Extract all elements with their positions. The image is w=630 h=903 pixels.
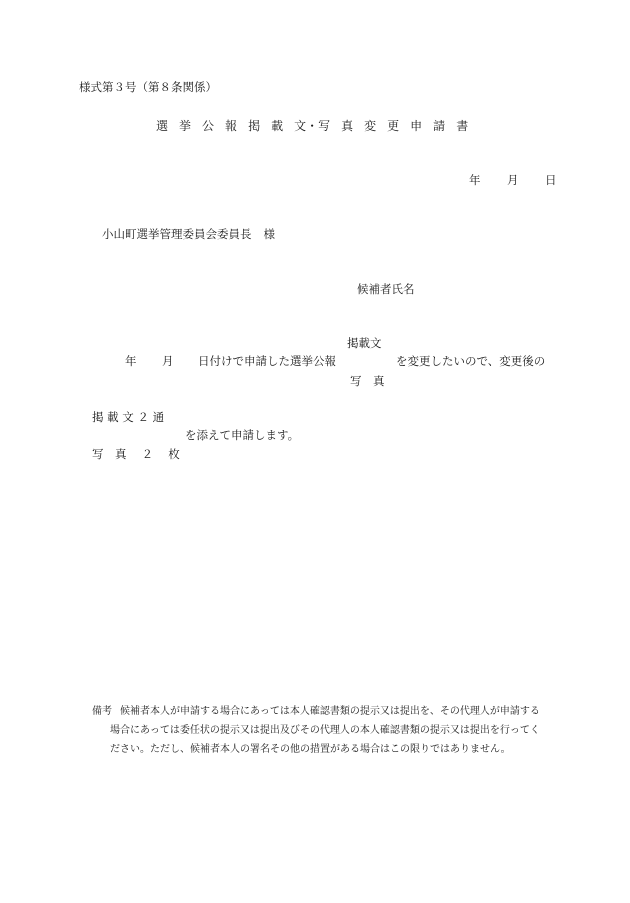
note-text-1: 候補者本人が申請する場合にあっては本人確認書類の提示又は提出を、その代理人が申請する [120,706,540,717]
attachment-closing: を添えて申請します。 [185,428,300,442]
body-text-2: を変更したいので、変更後の [396,354,546,368]
note-line-3: ださい。ただし、候補者本人の署名その他の措置がある場合はこの限りではありません。 [110,744,511,755]
body-text-1: 日付けで申請した選挙公報 [198,354,336,368]
note-line-2: 場合にあっては委任状の提示又は提出及びその代理人の本人確認書類の提示又は提出を行ってく [110,725,540,736]
attachment-photo: 写 真 ２ 枚 [92,447,180,461]
body-year: 年 [125,354,137,368]
title-char: 文・写 [294,119,331,133]
form-number: 様式第３号（第８条関係） [79,80,217,94]
date-day: 日 [545,173,557,187]
option-photo: 写 真 [350,374,385,388]
addressee-name: 小山町選挙管理委員会委員長 [102,227,252,241]
body-month: 月 [162,354,174,368]
title-char: 申 [410,119,423,133]
date-line [469,175,557,187]
title-char: 書 [456,119,469,133]
date-month: 月 [507,173,519,187]
title-char: 報 [225,119,238,133]
remarks-note [92,702,562,759]
title-char: 載 [271,119,284,133]
addressee-honorific: 様 [263,227,275,241]
option-publication-text: 掲載文 [347,336,382,350]
title-char: 真 [341,119,354,133]
title-char: 公 [202,119,215,133]
note-line-1 [92,702,562,721]
date-year: 年 [469,173,481,187]
note-label: 備考 [92,706,112,717]
title-char: 選 [156,119,169,133]
body-sentence [125,356,336,368]
attachment-publication-text: 掲 載 文 ２ 通 [92,410,165,424]
document-title [156,120,479,132]
title-char: 挙 [179,119,192,133]
title-char: 請 [433,119,446,133]
addressee [102,229,275,241]
title-char: 変 [364,119,377,133]
candidate-name-label: 候補者氏名 [357,282,415,296]
title-char: 更 [387,119,400,133]
title-char: 掲 [248,119,261,133]
